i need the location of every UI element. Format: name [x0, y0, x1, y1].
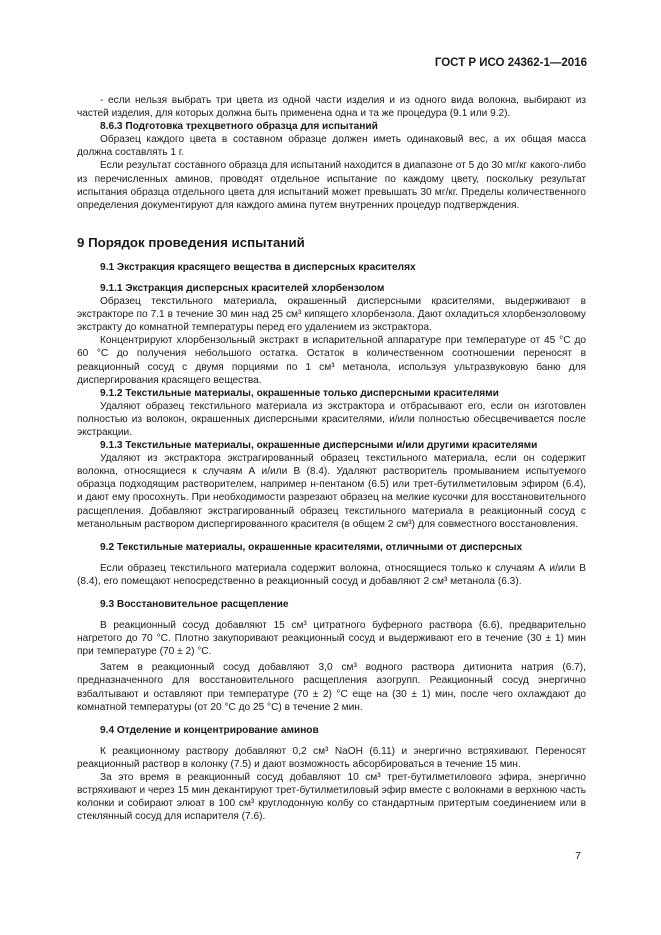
- subsection-heading: 9.3 Восстановительное расщепление: [100, 599, 289, 610]
- subsection-heading: 9.1.1 Экстракция дисперсных красителей хлорбензолом: [100, 282, 385, 294]
- paragraph: Удаляют из экстрактора экстрагированный образец текстильного материала, если он содержит волокна, относящиеся к случаям А и/или В (8.4). Удаляют растворитель промыванием испытуемого образца подходящим растворителем, например н-пентаном (6.5) или трет-бутилметиловым эфиром (6.4), и дают ему просохнуть. При необходимости разрезают образец на мелкие кусочки для восстановительного расщепления. Добавляют экстрагированный образец текстильного материала в реакционный сосуд с метанольным раствором диспергированного красителя (в общем 2 см³) для совместного восстановления.: [77, 453, 586, 530]
- paragraph: Если образец текстильного материала содержит волокна, относящиеся только к случаям А и/или В (8.4), его помещают непосредственно в реакционный сосуд и добавляют 2 см³ метанола (6.3).: [77, 562, 586, 587]
- page-number: 7: [575, 850, 581, 862]
- paragraph: Образец текстильного материала, окрашенный дисперсными красителями, выдерживают в экстракторе по 7.1 в течение 30 мин над 25 см³ кипящего хлорбензола. Дают охладиться хлорбензоловому экстракту до комнатной температуры перед его удалением из экстрактора.: [77, 296, 586, 334]
- subsection-heading: 9.1 Экстракция красящего вещества в дисперсных красителях: [100, 261, 416, 273]
- paragraph: Удаляют образец текстильного материала из экстрактора и отбрасывают его, если он изготовлен полностью из волокон, окрашенных дисперсными красителями, и/или полностью обесцвечивается после экстракции.: [77, 400, 586, 438]
- subsection-heading: 9.1.3 Текстильные материалы, окрашенные дисперсными и/или другими красителями: [100, 440, 538, 452]
- paragraph: К реакционному раствору добавляют 0,2 см³ NaOH (6.11) и энергично встряхивают. Переносят реакционный раствор в колонку (7.5) и дают возможность абсорбироваться в течение 15 мин.: [77, 745, 586, 770]
- paragraph: В реакционный сосуд добавляют 15 см³ цитратного буферного раствора (6.6), предварительно нагретого до 70 °С. Плотно закупоривают реакционный сосуд и выдерживают его в течение (30 ± 1) мин при температуре (70 ± 2) °С.: [77, 620, 586, 658]
- subsection-heading: 9.1.2 Текстильные материалы, окрашенные только дисперсными красителями: [100, 387, 499, 399]
- paragraph: Затем в реакционный сосуд добавляют 3,0 см³ водного раствора дитионита натрия (6.7), предназначенного для восстановительного расщепления азогрупп. Реакционный сосуд энергично взбалтывают и оставляют при температуре (70 ± 2) °С еще на (30 ± 1) мин, после чего охлаждают до комнатной температуры (от 20 °С до 25 °С) в течение 2 мин.: [77, 662, 586, 713]
- paragraph: Образец каждого цвета в составном образце должен иметь одинаковый вес, а их общая масса должна составлять 1 г.: [77, 134, 586, 159]
- paragraph: За это время в реакционный сосуд добавляют 10 см³ трет-бутилметилового эфира, энергично встряхивают и через 15 мин декантируют трет-бутилметиловый эфир вместе с волокнами в верхнюю часть колонки и собирают элюат в 100 см³ круглодонную колбу со стандартным притертым соединением или в стеклянный сосуд для испарителя (7.6).: [77, 772, 586, 823]
- paragraph: - если нельзя выбрать три цвета из одной части изделия и из одного вида волокна, выбирают из частей изделия, для которых должна быть применена одна и та же процедура (9.1 или 9.2).: [77, 95, 586, 120]
- section-heading: 9 Порядок проведения испытаний: [77, 234, 305, 250]
- subsection-heading: 8.6.3 Подготовка трехцветного образца для испытаний: [100, 121, 378, 133]
- subsection-heading: 9.2 Текстильные материалы, окрашенные красителями, отличными от дисперсных: [100, 541, 523, 553]
- document-header: ГОСТ Р ИСО 24362-1—2016: [434, 57, 587, 69]
- subsection-heading: 9.4 Отделение и концентрирование аминов: [100, 724, 319, 736]
- document-body: [77, 94, 586, 823]
- paragraph: Концентрируют хлорбензольный экстракт в испарительной аппаратуре при температуре от 45 °С до 60 °С до получения небольшого остатка. Остаток в количественном соотношении переносят в реакционный сосуд с двумя порциями по 1 см³ метанола, используя ультразвуковую баню для диспергирования красящего вещества.: [77, 335, 586, 386]
- paragraph: Если результат составного образца для испытаний находится в диапазоне от 5 до 30 мг/кг какого-либо из перечисленных аминов, проводят отдельное испытание по каждому цвету, поскольку результат испытания образца отдельного цвета для испытаний может превышать 30 мг/кг. Пределы количественного определения документируют для каждого амина путем внутренних процедур подтверждения.: [77, 160, 586, 211]
